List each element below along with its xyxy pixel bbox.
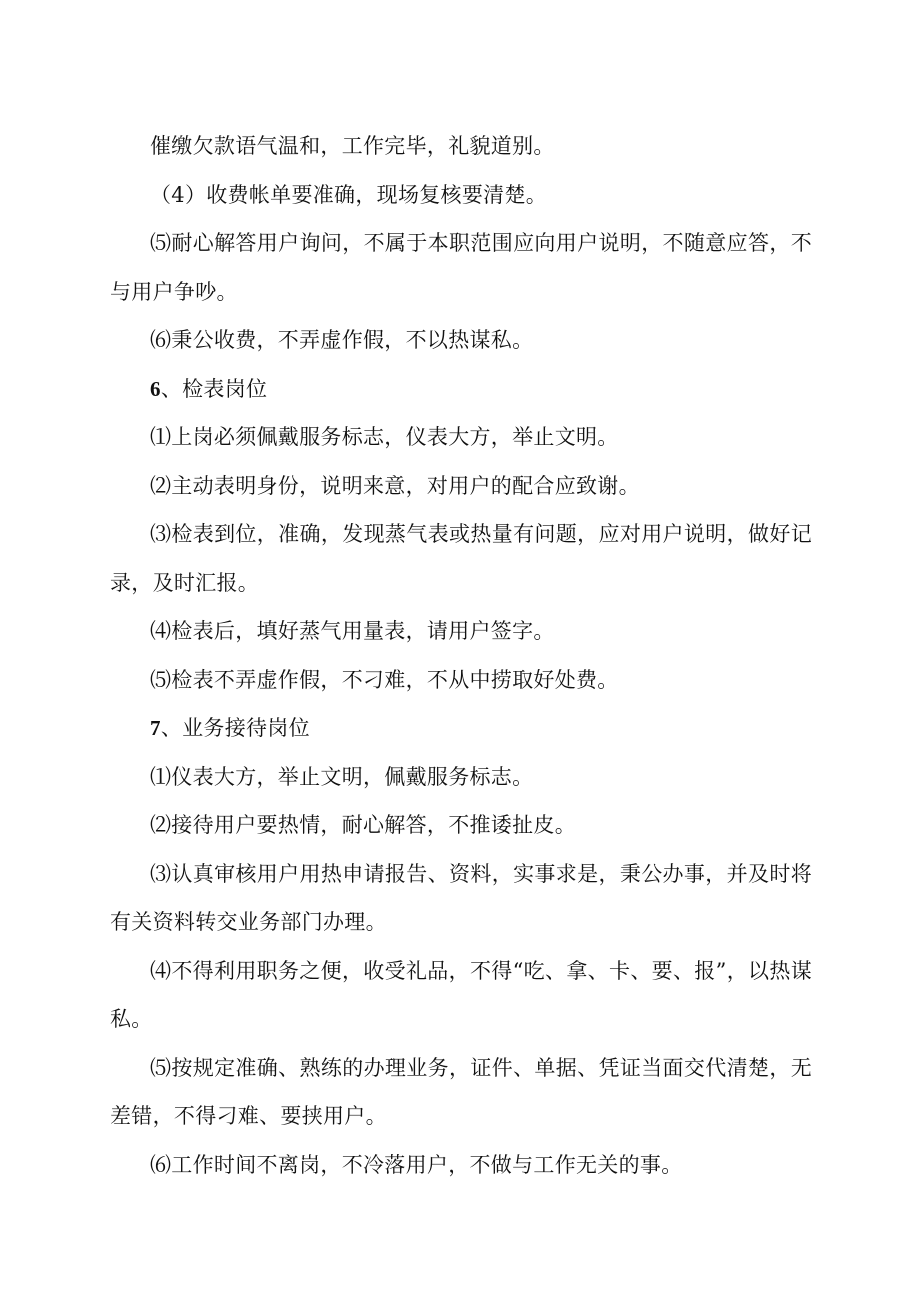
section-number: 7 [150,716,161,740]
section-heading [110,365,812,414]
paragraph: ⑶检表到位，准确，发现蒸气表或热量有问题，应对用户说明，做好记录，及时汇报。 [110,522,812,595]
section-title: 、检表岗位 [160,376,268,401]
paragraph: ⑸按规定准确、熟练的办理业务，证件、单据、凭证当面交代清楚，无差错，不得刁难、要挟用户。 [110,1055,812,1128]
paragraph: （4）收费帐单要准确，现场复核要清楚。 [150,182,548,207]
paragraph: ⑸检表不弄虚作假，不刁难，不从中捞取好处费。 [150,667,619,692]
paragraph: ⑸耐心解答用户询问，不属于本职范围应向用户说明，不随意应答，不与用户争吵。 [110,231,812,304]
paragraph: ⑴上岗必须佩戴服务标志，仪表大方，举止文明。 [150,425,619,449]
paragraph: 催缴欠款语气温和，工作完毕，礼貌道别。 [150,134,555,158]
paragraph: ⑹秉公收费，不弄虚作假，不以热谋私。 [150,328,534,352]
section-number: 6 [150,376,161,401]
paragraph: ⑷不得利用职务之便，收受礼品，不得“吃、拿、卡、要、报”，以热谋私。 [110,958,812,1031]
paragraph: ⑴仪表大方，举止文明，佩戴服务标志。 [150,764,534,789]
paragraph: ⑵接待用户要热情，耐心解答，不推诿扯皮。 [150,813,576,837]
paragraph: ⑶认真审核用户用热申请报告、资料，实事求是，秉公办事，并及时将有关资料转交业务部门办理。 [110,861,812,934]
paragraph: ⑹工作时间不离岗，不冷落用户，不做与工作无关的事。 [150,1152,683,1177]
paragraph: ⑷检表后，填好蒸气用量表，请用户签字。 [150,619,555,643]
paragraph: ⑵主动表明身份，说明来意，对用户的配合应致谢。 [150,473,640,498]
document-body [110,122,812,1189]
section-title: 、业务接待岗位 [160,716,310,740]
section-heading [110,704,812,753]
